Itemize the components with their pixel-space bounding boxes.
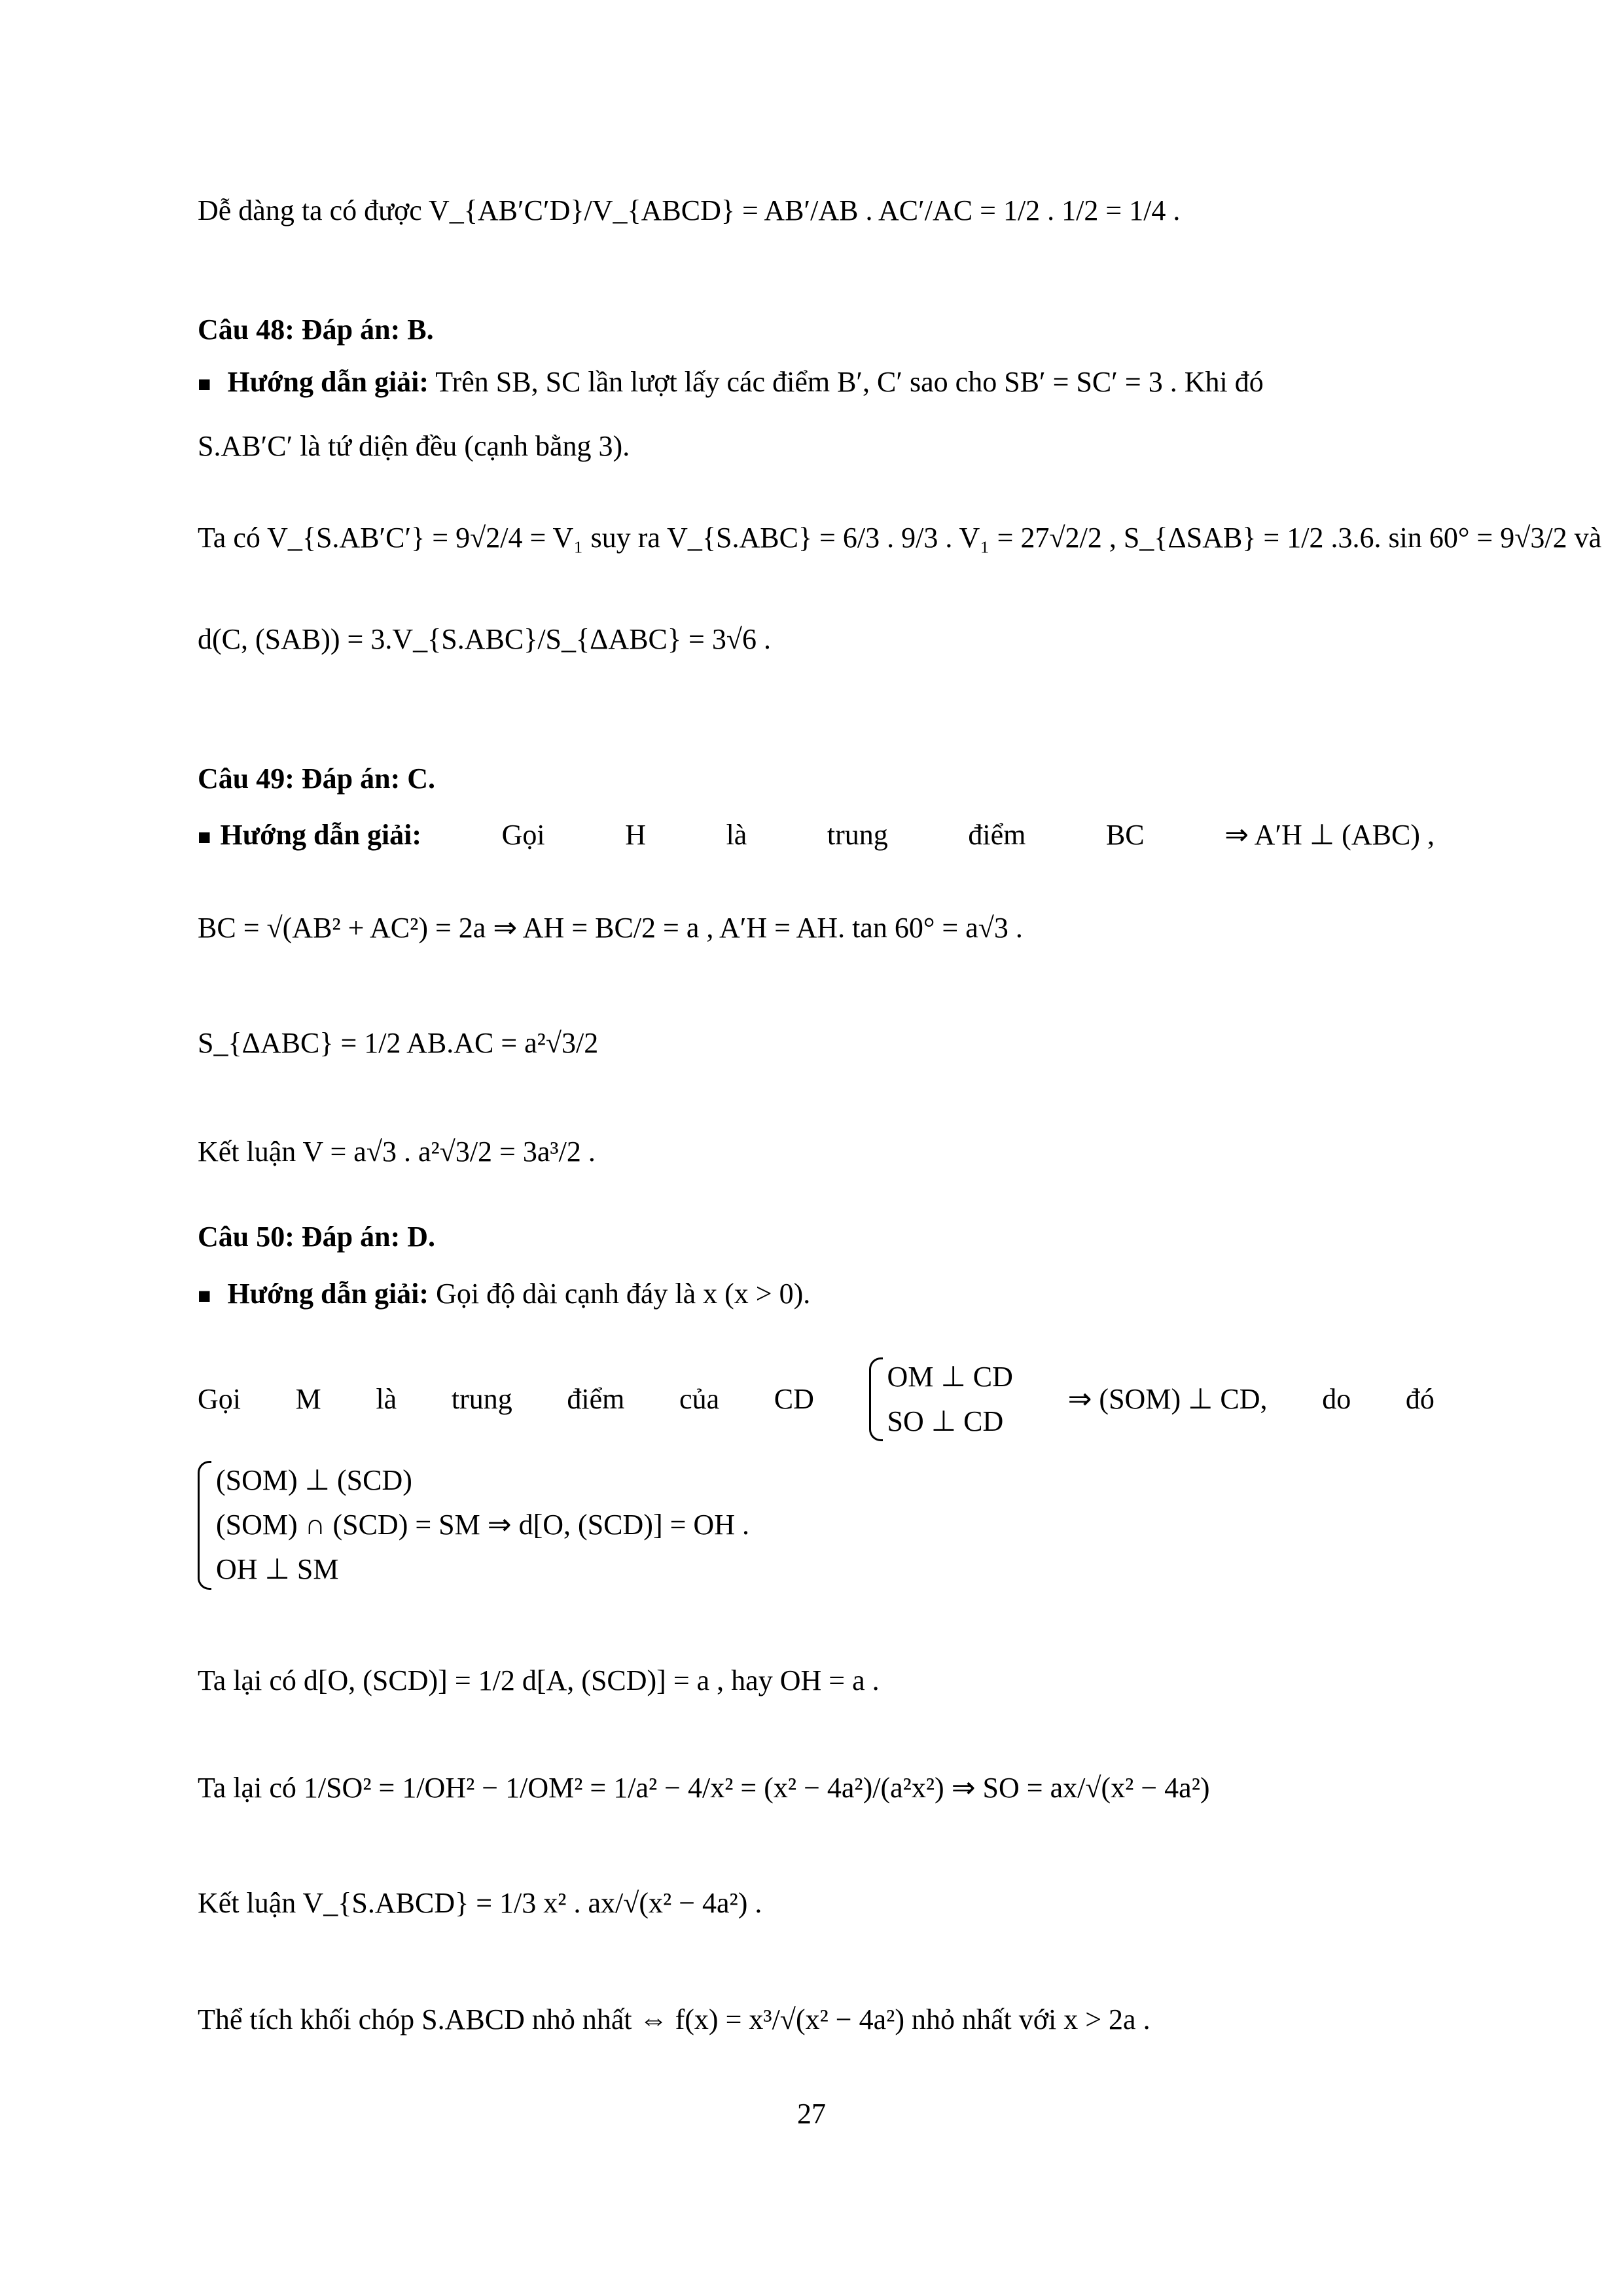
q48-guide-line-2: S.AB′C′ là tứ diện đều (cạnh bằng 3). (198, 430, 630, 462)
q50-guide-line-2 (198, 1355, 1435, 1444)
q50-guide-line-1 (198, 1280, 1435, 1308)
q49-conclusion: Kết luận V = a√3 . a²√3/2 = 3a³/2 . (198, 1136, 596, 1168)
q49-bc-equation: BC = √(AB² + AC²) = 2a ⇒ AH = BC/2 = a , A′H = AH. tan 60° = a√3 . (198, 912, 1023, 944)
system-row: OM ⊥ CD (887, 1361, 1013, 1393)
word: trung (827, 819, 888, 851)
guide-label: Hướng dẫn giải: (227, 1278, 429, 1310)
question-48-title: Câu 48: Đáp án: B. (198, 314, 434, 346)
system-row: SO ⊥ CD (887, 1405, 1004, 1438)
page-number: 27 (797, 2098, 826, 2130)
question-49-title: Câu 49: Đáp án: C. (198, 762, 436, 795)
bullet-icon: ■ (198, 372, 211, 397)
perpendicular-statement: ⇒ A′H ⊥ (ABC) , (1224, 819, 1435, 851)
guide-text: Trên SB, SC lần lượt lấy các điểm B′, C′ sao cho SB′ = SC′ = 3 . Khi đó (435, 366, 1264, 398)
guide-label: Hướng dẫn giải: (220, 819, 422, 851)
system-row: (SOM) ∩ (SCD) = SM ⇒ d[O, (SCD)] = OH . (216, 1509, 749, 1541)
q48-guide-line-1 (198, 368, 1435, 397)
word: điểm (567, 1383, 625, 1416)
volume-ratio-equation: V_{AB′C′D}/V_{ABCD} = AB′/AB . AC′/AC = 1/2 . 1/2 = 1/4 . (428, 194, 1181, 226)
bullet-icon: ■ (198, 825, 211, 850)
q50-so-equation: Ta lại có 1/SO² = 1/OH² − 1/OM² = 1/a² − 4/x² = (x² − 4a²)/(a²x²) ⇒ SO = ax/√(x² − 4a²) (198, 1772, 1210, 1804)
q48-distance-equation: d(C, (SAB)) = 3.V_{S.ABC}/S_{ΔABC} = 3√6 . (198, 623, 771, 655)
q50-distance-equation: Ta lại có d[O, (SCD)] = 1/2 d[A, (SCD)] = a , hay OH = a . (198, 1664, 880, 1696)
word: trung (451, 1383, 512, 1416)
word: do (1322, 1383, 1351, 1416)
q50-system-block (198, 1458, 1435, 1592)
q49-area-equation: S_{ΔABC} = 1/2 AB.AC = a²√3/2 (198, 1027, 599, 1059)
system-row: (SOM) ⊥ (SCD) (216, 1464, 412, 1496)
q50-conclusion: Kết luận V_{S.ABCD} = 1/3 x² . ax/√(x² − 4a²) . (198, 1887, 762, 1919)
intro-text: Dễ dàng ta có được (198, 194, 422, 226)
system-row: OH ⊥ SM (216, 1553, 339, 1586)
word: CD (774, 1383, 814, 1416)
word: đó (1405, 1383, 1435, 1416)
word: là (726, 819, 747, 851)
word: của (679, 1383, 720, 1416)
word: là (376, 1383, 397, 1416)
equation-system (869, 1355, 1013, 1444)
question-50-title: Câu 50: Đáp án: D. (198, 1221, 436, 1253)
guide-label: Hướng dẫn giải: (227, 366, 429, 398)
bullet-icon: ■ (198, 1283, 211, 1308)
word: Gọi (198, 1383, 241, 1416)
volume-ratio-line (198, 196, 1435, 225)
guide-text: Gọi độ dài cạnh đáy là x (x > 0). (436, 1278, 811, 1310)
q50-minimum-statement: Thể tích khối chóp S.ABCD nhỏ nhất ⇔ f(x) = x³/√(x² − 4a²) nhỏ nhất với x > 2a . (198, 2003, 1150, 2036)
perpendicular-statement: ⇒ (SOM) ⊥ CD, (1067, 1383, 1268, 1416)
q48-volume-equation: Ta có V_{S.AB′C′} = 9√2/4 = V₁ suy ra V_{S.ABC} = 6/3 . 9/3 . V₁ = 27√2/2 , S_{ΔSAB} = 1/2 .3.6. sin 60° = 9√3/2 và (198, 522, 1602, 554)
word: Gọi (501, 819, 545, 851)
word: H (625, 819, 646, 851)
equation-system (198, 1458, 749, 1592)
q49-guide-line-1 (198, 821, 1435, 850)
word: M (295, 1383, 321, 1416)
word: điểm (968, 819, 1026, 851)
word: BC (1105, 819, 1145, 851)
